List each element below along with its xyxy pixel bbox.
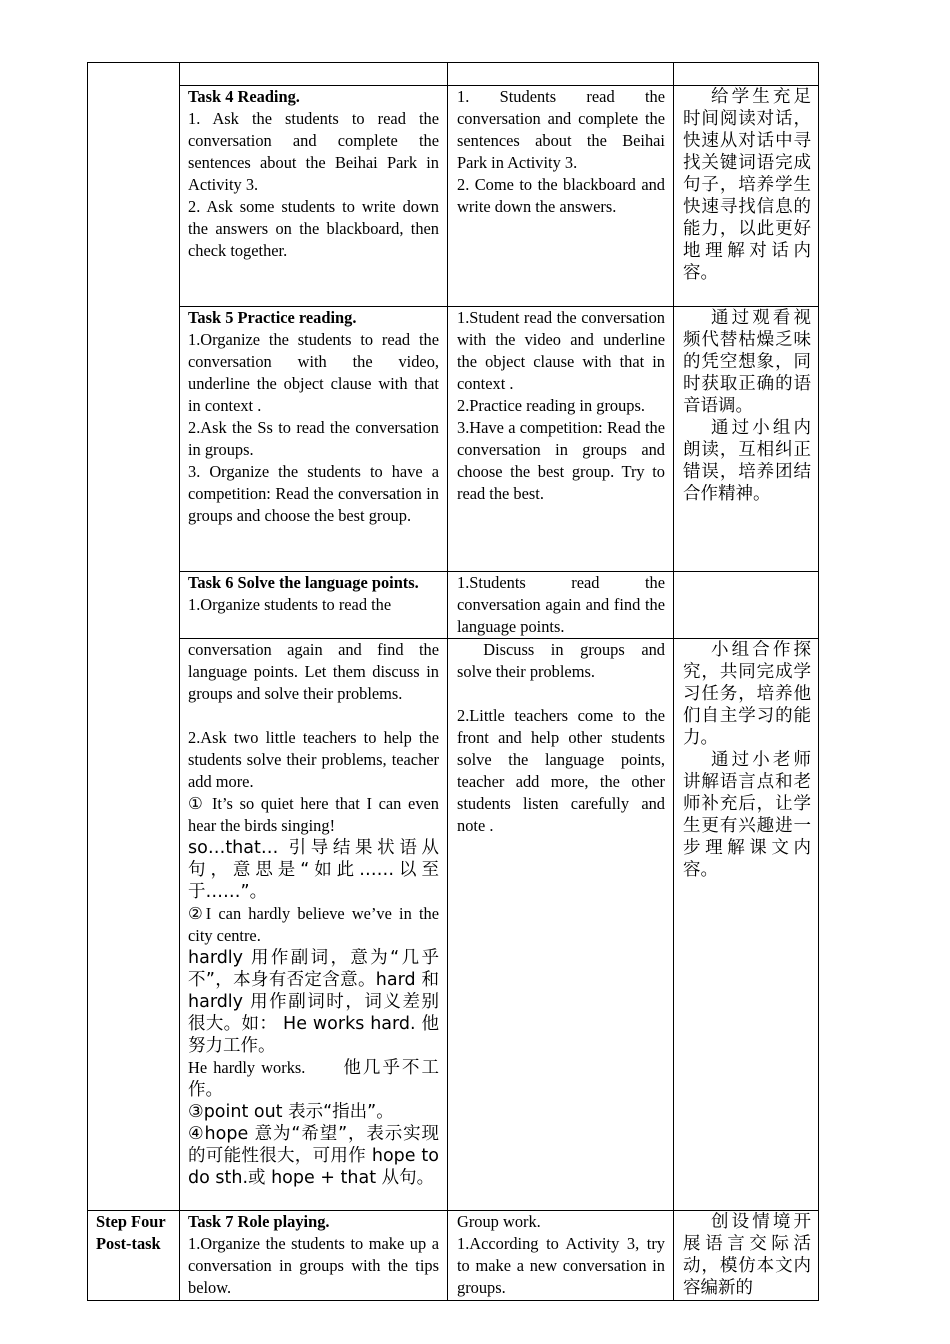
table-border-right [818, 62, 819, 1301]
task6-point2-note: hardly 用作副词，意为“几乎不”，本身有否定含意。hard 和 hardly 用作副词时，词义差别很大。如： He works hard. 他努力工作。 [188, 948, 439, 1056]
task6-point4: ④hope 意为“希望”，表示实现的可能性很大，可用作 hope to do sth.或 hope + that 从句。 [188, 1124, 439, 1188]
task5-purpose-2: 通过小组内朗读，互相纠正错误，培养团结合作精神。 [683, 418, 811, 504]
step4-label: Step Four Post-task [96, 1212, 166, 1253]
task6-point2-example-en: He hardly works. [188, 1058, 306, 1077]
task5-student-step2: 2.Practice reading in groups. [457, 396, 645, 415]
task6-students-cell-top [457, 572, 665, 638]
table-border-col3 [673, 62, 674, 1301]
task5-student-step1: 1.Student read the conversation with the video and underline the object clause with that in context . [457, 308, 665, 393]
task5-teacher-cell [188, 307, 439, 527]
task7-student-group: Group work. [457, 1212, 541, 1231]
task5-teacher-step1: 1.Organize the students to read the conversation with the video, underline the object clause with that in context . [188, 330, 439, 415]
task6-student-discuss: Discuss in groups and solve their problems. [457, 640, 665, 681]
task7-purpose-cell [683, 1211, 811, 1299]
task6-point1-note: so…that… 引导结果状语从句，意思是“如此……以至于……”。 [188, 838, 439, 902]
task5-purpose-1: 通过观看视频代替枯燥乏味的凭空想象，同时获取正确的语音语调。 [683, 308, 811, 416]
task5-students-cell [457, 307, 665, 505]
task6-student-step1: 1.Students read the conversation again and find the language points. [457, 573, 665, 636]
task6-point3: ③point out 表示“指出”。 [188, 1102, 394, 1122]
task6-point2-en: ②I can hardly believe we’ve in the city centre. [188, 904, 439, 945]
task4-purpose-cell [683, 86, 811, 284]
task4-purpose: 给学生充足时间阅读对话，快速从对话中寻找关键词语完成句子，培养学生快速寻找信息的能力，以此更好地理解对话内容。 [683, 87, 811, 283]
task4-teacher-step2: 2. Ask some students to write down the answers on the blackboard, then check together. [188, 197, 439, 260]
task5-title: Task 5 Practice reading. [188, 308, 357, 327]
table-border-col1 [179, 62, 180, 1301]
task4-student-step1: 1. Students read the conversation and complete the sentences about the Beihai Park in Activity 3. [457, 87, 665, 172]
task5-student-step3: 3.Have a competition: Read the conversation in groups and choose the best group. Try to read the best. [457, 418, 665, 503]
task6-teacher-step1: 1.Organize students to read the [188, 595, 392, 614]
task7-purpose: 创设情境开展语言交际活动，模仿本文内容编新的 [683, 1212, 811, 1298]
task6-students-cell [457, 639, 665, 837]
task6-point2-example [188, 1057, 439, 1101]
task6-teacher-step1-cont: conversation again and find the language points. Let them discuss in groups and solve their problems. [188, 640, 439, 703]
task6-point1-en: ① It’s so quiet here that I can even hear the birds singing! [188, 794, 439, 835]
task6-student-step2: 2.Little teachers come to the front and help other students solve the language points, teacher add more, the other students listen carefully and note . [457, 706, 665, 835]
task7-student-step1: 1.According to Activity 3, try to make a new conversation in groups. [457, 1234, 665, 1297]
task6-teacher-cell-top [188, 572, 439, 616]
task6-teacher-cell [188, 639, 439, 1189]
step4-label-cell [96, 1211, 174, 1255]
task4-students-cell [457, 86, 665, 218]
task6-teacher-step2: 2.Ask two little teachers to help the students solve their problems, teacher add more. [188, 728, 439, 791]
task6-point2-example-cn: 他几乎不工作。 [188, 1058, 440, 1100]
task5-teacher-step3: 3. Organize the students to have a competition: Read the conversation in groups and choose the best group. [188, 462, 439, 525]
task6-purpose-1: 小组合作探究，共同完成学习任务，培养他们自主学习的能力。 [683, 640, 811, 748]
task4-student-step2: 2. Come to the blackboard and write down the answers. [457, 175, 665, 216]
task6-purpose-cell [683, 639, 811, 881]
task6-title: Task 6 Solve the language points. [188, 573, 419, 592]
task6-purpose-2: 通过小老师讲解语言点和老师补充后，让学生更有兴趣进一步理解课文内容。 [683, 750, 811, 880]
table-border-top [87, 62, 819, 63]
task7-teacher-step1: 1.Organize the students to make up a conversation in groups with the tips below. [188, 1234, 439, 1297]
table-border-col2 [447, 62, 448, 1301]
task4-title: Task 4 Reading. [188, 87, 300, 106]
table-border-bottom [87, 1300, 819, 1301]
task7-title: Task 7 Role playing. [188, 1212, 330, 1231]
task5-purpose-cell [683, 307, 811, 505]
table-border-left [87, 62, 88, 1301]
task4-teacher-step1: 1. Ask the students to read the conversation and complete the sentences about the Beihai Park in Activity 3. [188, 109, 439, 194]
task5-teacher-step2: 2.Ask the Ss to read the conversation in groups. [188, 418, 439, 459]
task7-teacher-cell [188, 1211, 439, 1299]
task4-teacher-cell [188, 86, 439, 262]
task7-students-cell [457, 1211, 665, 1299]
